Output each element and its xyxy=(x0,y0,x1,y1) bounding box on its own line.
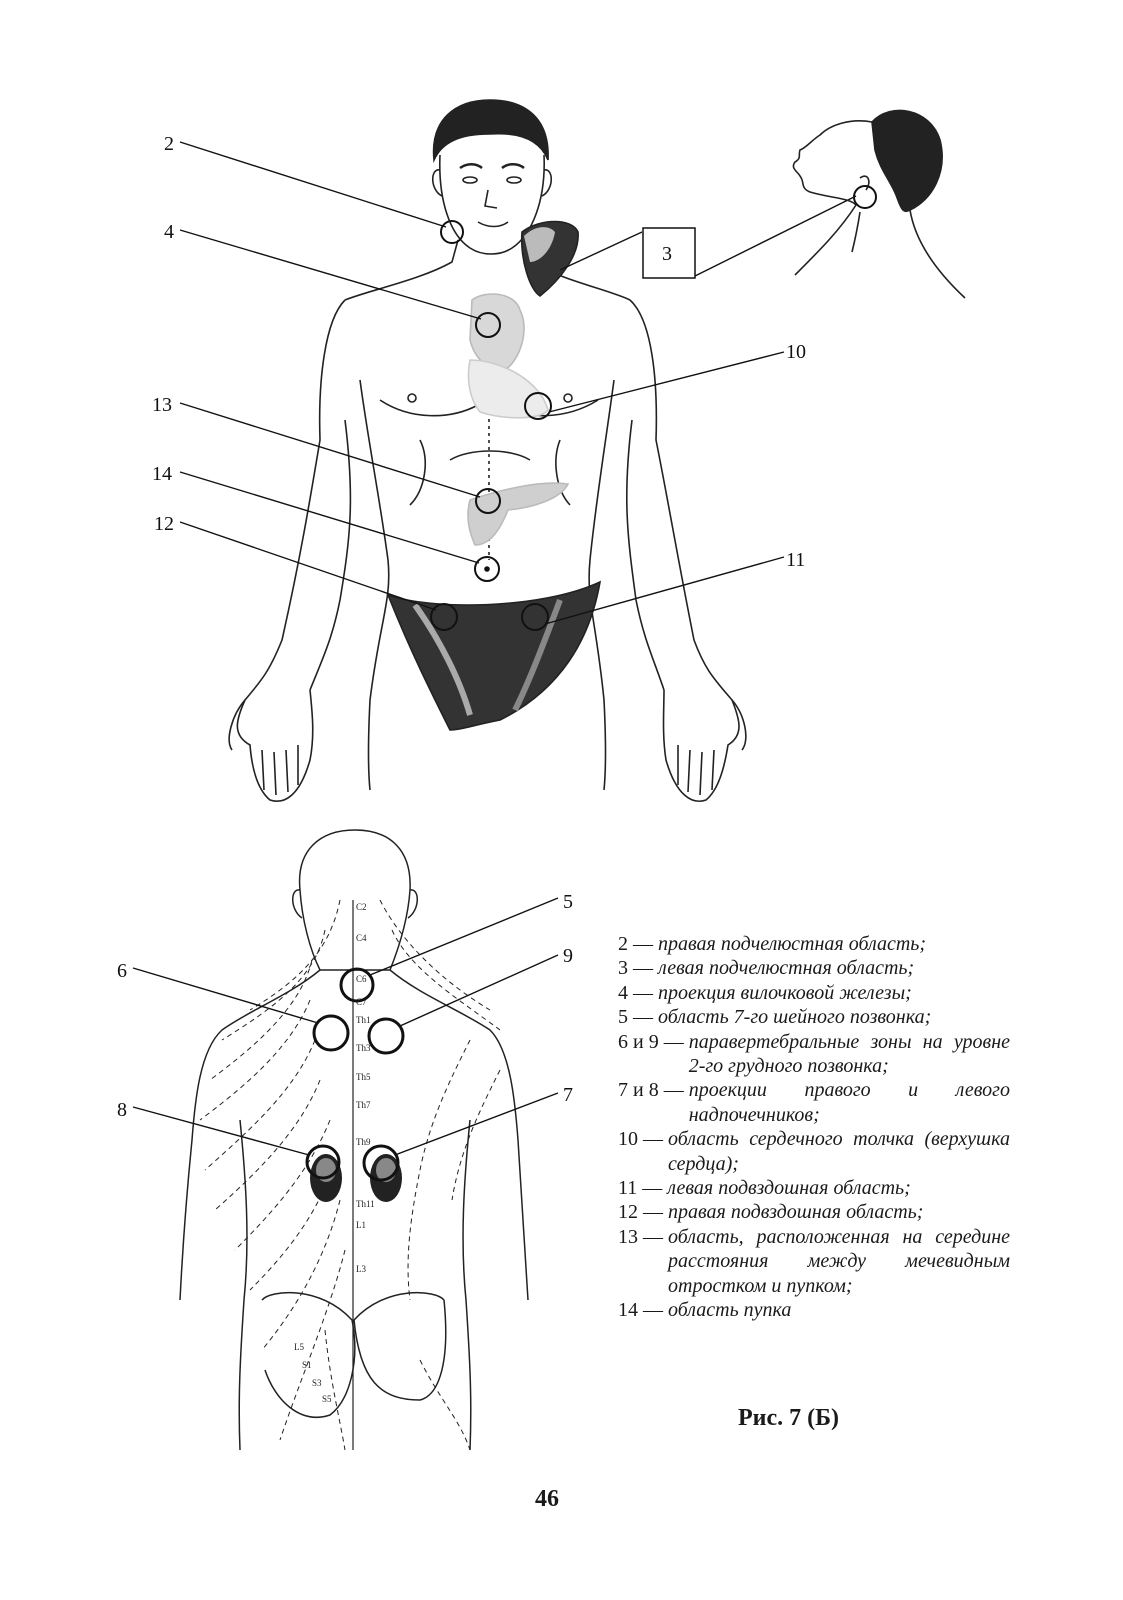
vertebra-label: Th11 xyxy=(356,1199,375,1209)
marker-label: 13 xyxy=(152,394,172,416)
marker-label: 7 xyxy=(563,1084,573,1106)
legend-item: 5 — область 7-го шейного позвонка; xyxy=(618,1005,1010,1029)
marker-label: 14 xyxy=(152,463,172,485)
figure-caption: Рис. 7 (Б) xyxy=(738,1405,839,1431)
legend-number: 11 xyxy=(618,1177,638,1200)
side-head-figure xyxy=(793,110,965,298)
vertebra-label: C2 xyxy=(356,902,367,912)
back-markers xyxy=(307,969,403,1180)
vertebra-label: S3 xyxy=(312,1378,322,1388)
legend-number: 14 xyxy=(618,1299,638,1322)
legend-item: 10 — область сердечного толчка (верхушка сердца); xyxy=(618,1128,1010,1175)
legend-number: 12 xyxy=(618,1201,638,1224)
marker-label: 12 xyxy=(154,513,174,535)
vertebra-label: L3 xyxy=(356,1264,366,1274)
back-body-figure xyxy=(180,830,528,1450)
front-body-figure xyxy=(229,100,746,801)
legend-number: 10 xyxy=(618,1128,638,1151)
marker-label: 11 xyxy=(786,549,806,571)
vertebra-label: Th9 xyxy=(356,1137,371,1147)
legend-text: левая подчелюстная область; xyxy=(658,957,915,980)
legend-text: область сердечного толчка (верхушка сердца); xyxy=(668,1128,1010,1175)
marker-label: 5 xyxy=(563,891,573,913)
marker-circle xyxy=(441,221,463,243)
vertebra-label: C7 xyxy=(356,997,367,1007)
legend-number: 5 xyxy=(618,1006,628,1029)
vertebra-label: Th3 xyxy=(356,1043,371,1053)
legend-number: 4 xyxy=(618,981,628,1004)
marker-circle xyxy=(854,186,876,208)
box-label: 3 xyxy=(662,243,672,265)
legend-text: правая подвздошная область; xyxy=(668,1201,924,1224)
legend-item: 6 и 9 — паравертебральные зоны на уровне 2-го грудного позвонка; xyxy=(618,1030,1010,1078)
vertebra-label: Th1 xyxy=(356,1015,371,1025)
figure-legend xyxy=(618,932,1010,1323)
marker-label: 6 xyxy=(117,960,127,982)
legend-item: 13 — область, расположенная на середине расстояния между мечевидным отростком и пупком; xyxy=(618,1225,1010,1297)
vertebra-label: S5 xyxy=(322,1394,332,1404)
marker-label: 4 xyxy=(164,221,174,243)
vertebra-label: S1 xyxy=(302,1360,312,1370)
legend-text: проекция вилочковой железы; xyxy=(658,981,912,1004)
marker-label: 10 xyxy=(786,341,806,363)
vertebra-label: Th7 xyxy=(356,1100,371,1110)
marker-circle xyxy=(369,1019,403,1053)
marker-label: 8 xyxy=(117,1099,127,1121)
legend-text: область 7-го шейного позвонка; xyxy=(658,1006,932,1029)
legend-text: область, расположенная на середине расстояния между мечевидным отростком и пупком; xyxy=(668,1225,1010,1297)
marker-label: 9 xyxy=(563,945,573,967)
vertebra-label: L1 xyxy=(356,1220,366,1230)
legend-text: правая подчелюстная область; xyxy=(658,933,927,955)
vertebra-label: Th5 xyxy=(356,1072,371,1082)
vertebra-label: L5 xyxy=(294,1342,304,1352)
legend-text: паравертебральные зоны на уровне 2-го грудного позвонка; xyxy=(688,1030,1010,1078)
marker-circle xyxy=(314,1016,348,1050)
legend-item: 14 — область пупка xyxy=(618,1298,1010,1322)
marker-label: 2 xyxy=(164,133,174,155)
legend-number: 3 xyxy=(618,957,628,980)
legend-item: 11 — левая подвздошная область; xyxy=(618,1176,1010,1200)
legend-text: проекции правого и левого надпочечников; xyxy=(688,1079,1010,1126)
back-number-labels xyxy=(117,891,573,1121)
page-number: 46 xyxy=(535,1486,559,1512)
vertebra-label: C4 xyxy=(356,933,367,943)
legend-number: 13 xyxy=(618,1225,638,1248)
legend-item: 2 — правая подчелюстная область; xyxy=(618,932,1010,956)
legend-number: 2 xyxy=(618,933,628,955)
legend-item: 3 — левая подчелюстная область; xyxy=(618,956,1010,980)
legend-item: 4 — проекция вилочковой железы; xyxy=(618,981,1010,1005)
legend-item: 7 и 8 — проекции правого и левого надпочечников; xyxy=(618,1079,1010,1126)
legend-text: левая подвздошная область; xyxy=(667,1177,911,1200)
legend-number: 6 и 9 xyxy=(618,1030,659,1053)
legend-text: область пупка xyxy=(668,1299,792,1322)
legend-number: 7 и 8 xyxy=(618,1079,659,1102)
vertebra-label: C6 xyxy=(356,974,367,984)
legend-item: 12 — правая подвздошная область; xyxy=(618,1200,1010,1224)
